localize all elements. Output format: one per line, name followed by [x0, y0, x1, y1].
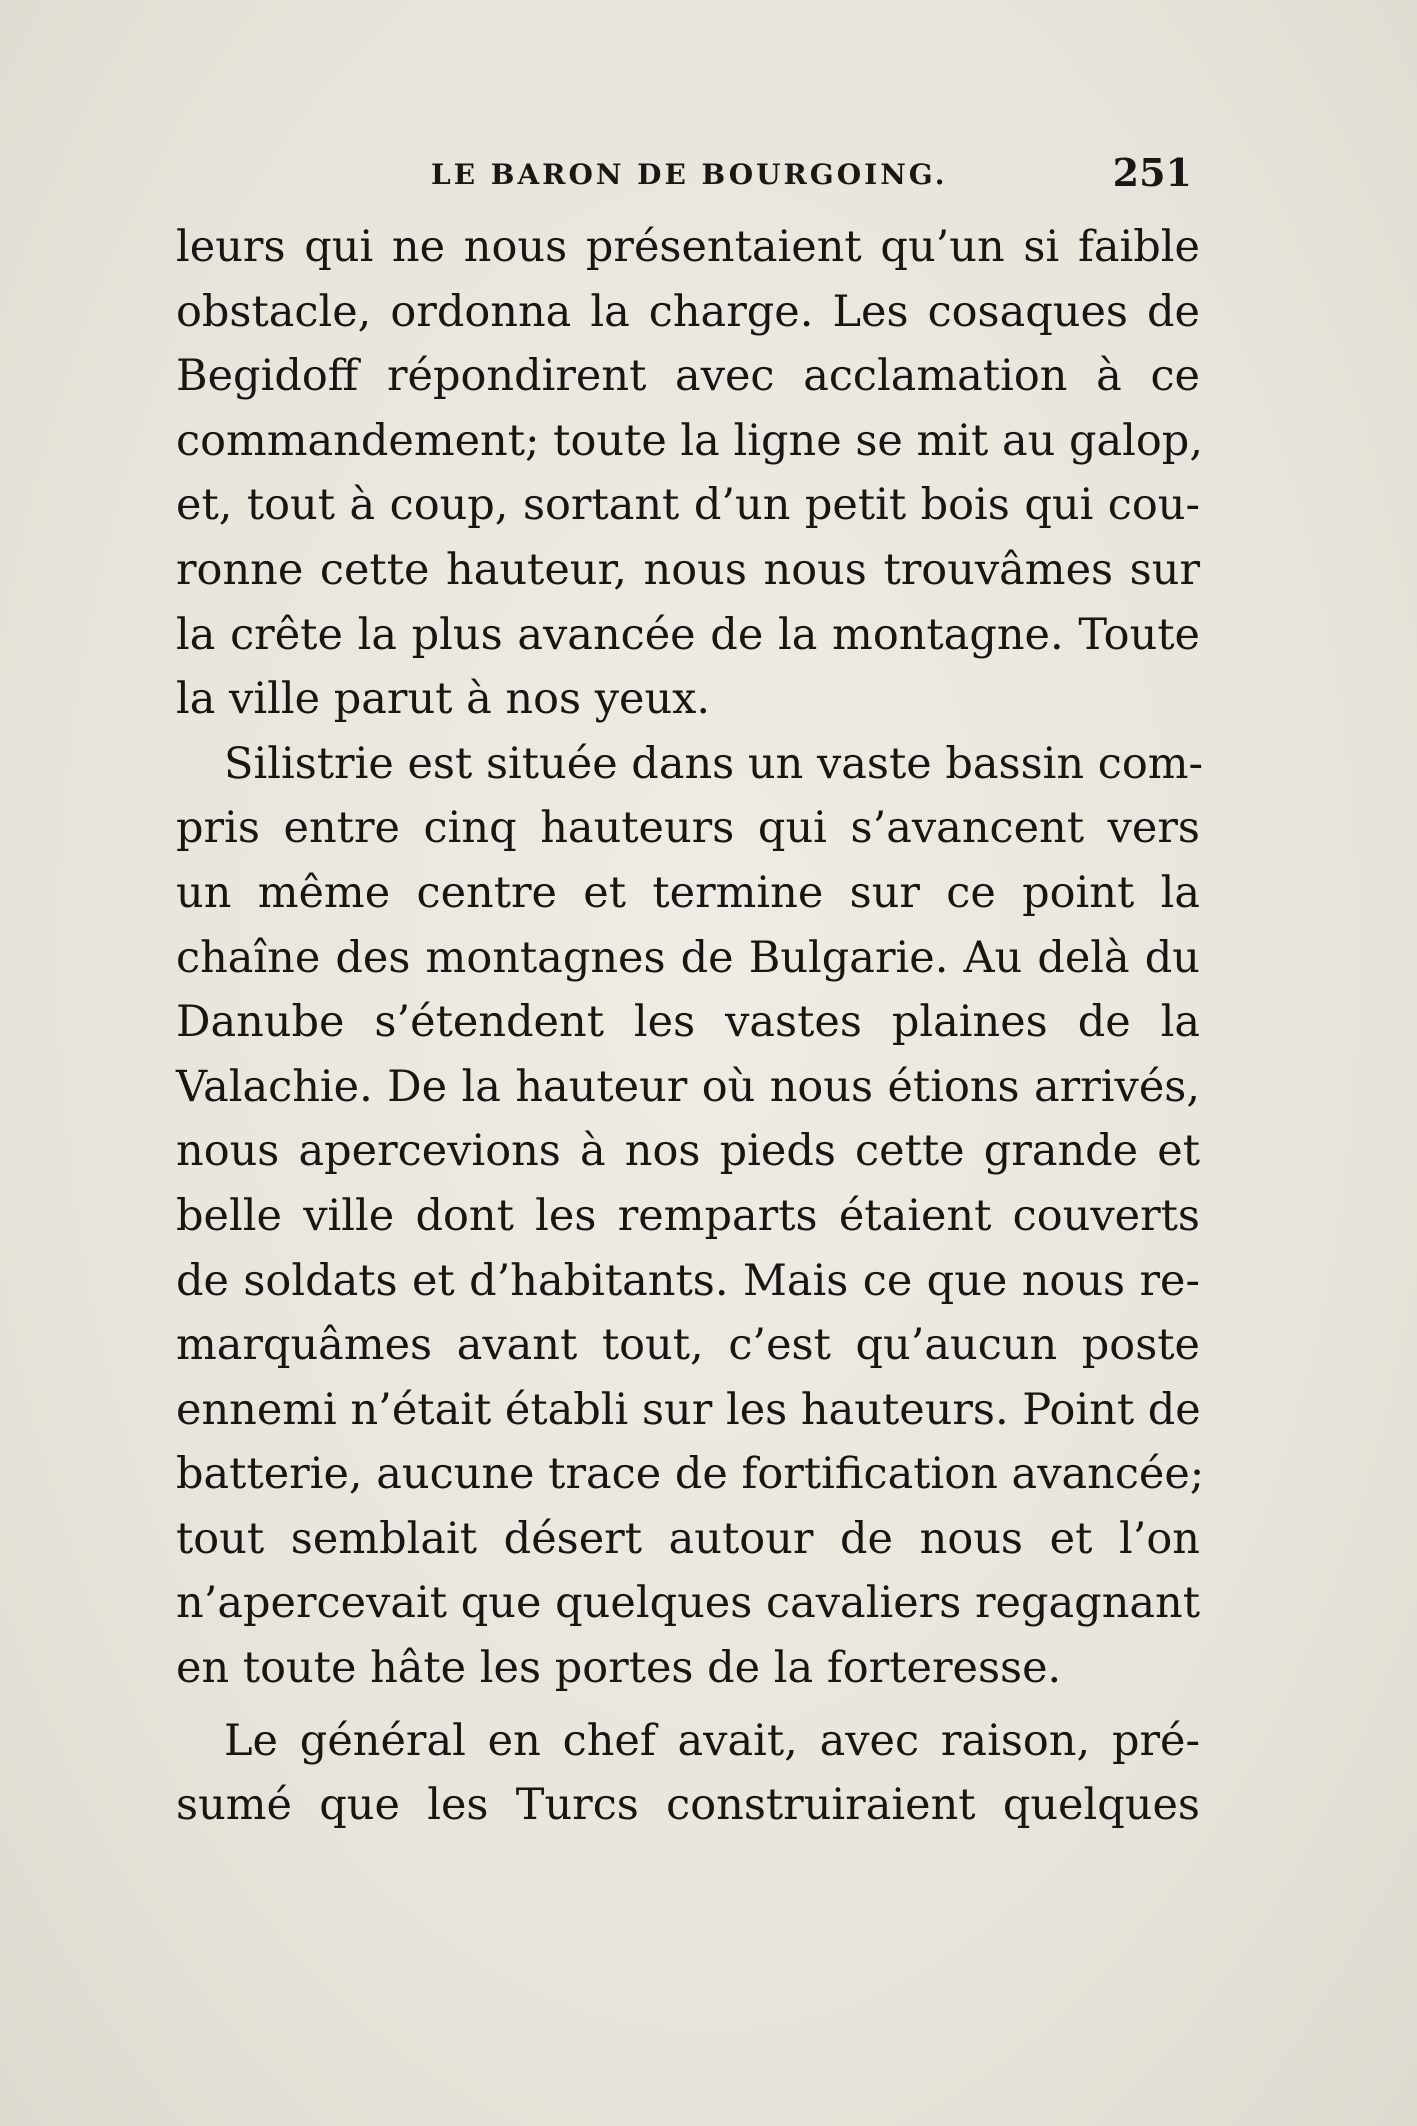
text-line: Begidoff répondirent avec acclamation à ce	[176, 351, 1200, 402]
text-line: nous apercevions à nos pieds cette grande et	[176, 1126, 1200, 1177]
text-line: belle ville dont les remparts étaient couverts	[176, 1190, 1200, 1241]
text-line: Le général en chef avait, avec raison, pré-	[224, 1715, 1200, 1766]
text-line: batterie, aucune trace de fortification avancée;	[176, 1449, 1205, 1500]
text-line: Danube s’étendent les vastes plaines de la	[176, 997, 1200, 1048]
text-line: chaîne des montagnes de Bulgarie. Au delà du	[176, 932, 1200, 983]
text-line: la ville parut à nos yeux.	[176, 674, 711, 725]
text-line: commandement; toute la ligne se mit au galop,	[176, 415, 1203, 466]
text-line: marquâmes avant tout, c’est qu’aucun poste	[176, 1320, 1200, 1371]
text-line: un même centre et termine sur ce point la	[176, 867, 1200, 918]
text-line: la crête la plus avancée de la montagne. Toute	[176, 609, 1200, 660]
text-line: pris entre cinq hauteurs qui s’avancent vers	[176, 803, 1200, 854]
text-line: obstacle, ordonna la charge. Les cosaques de	[176, 286, 1200, 337]
text-line: de soldats et d’habitants. Mais ce que nous re-	[176, 1255, 1200, 1306]
text-line: ronne cette hauteur, nous nous trouvâmes sur	[176, 544, 1200, 595]
text-line: et, tout à coup, sortant d’un petit bois qui cou-	[176, 480, 1200, 531]
text-line: tout semblait désert autour de nous et l’on	[176, 1513, 1200, 1564]
body-text	[176, 215, 1205, 1838]
text-line: n’apercevait que quelques cavaliers regagnant	[176, 1578, 1200, 1629]
text-line: sumé que les Turcs construiraient quelques	[176, 1780, 1200, 1831]
page-number: 251	[1112, 150, 1192, 195]
text-line: Silistrie est située dans un vaste bassin com-	[224, 738, 1204, 789]
paragraph	[176, 1709, 1200, 1838]
page-header	[176, 150, 1200, 200]
paragraph-gap	[176, 1701, 1200, 1709]
paragraph	[176, 732, 1205, 1701]
text-line: Valachie. De la hauteur où nous étions arrivés,	[176, 1061, 1200, 1112]
running-title: LE BARON DE BOURGOING.	[431, 158, 948, 191]
text-line: leurs qui ne nous présentaient qu’un si faible	[176, 222, 1200, 272]
paragraph	[176, 215, 1203, 732]
text-line: ennemi n’était établi sur les hauteurs. Point de	[176, 1384, 1201, 1435]
text-line: en toute hâte les portes de la forteresse.	[176, 1643, 1062, 1694]
